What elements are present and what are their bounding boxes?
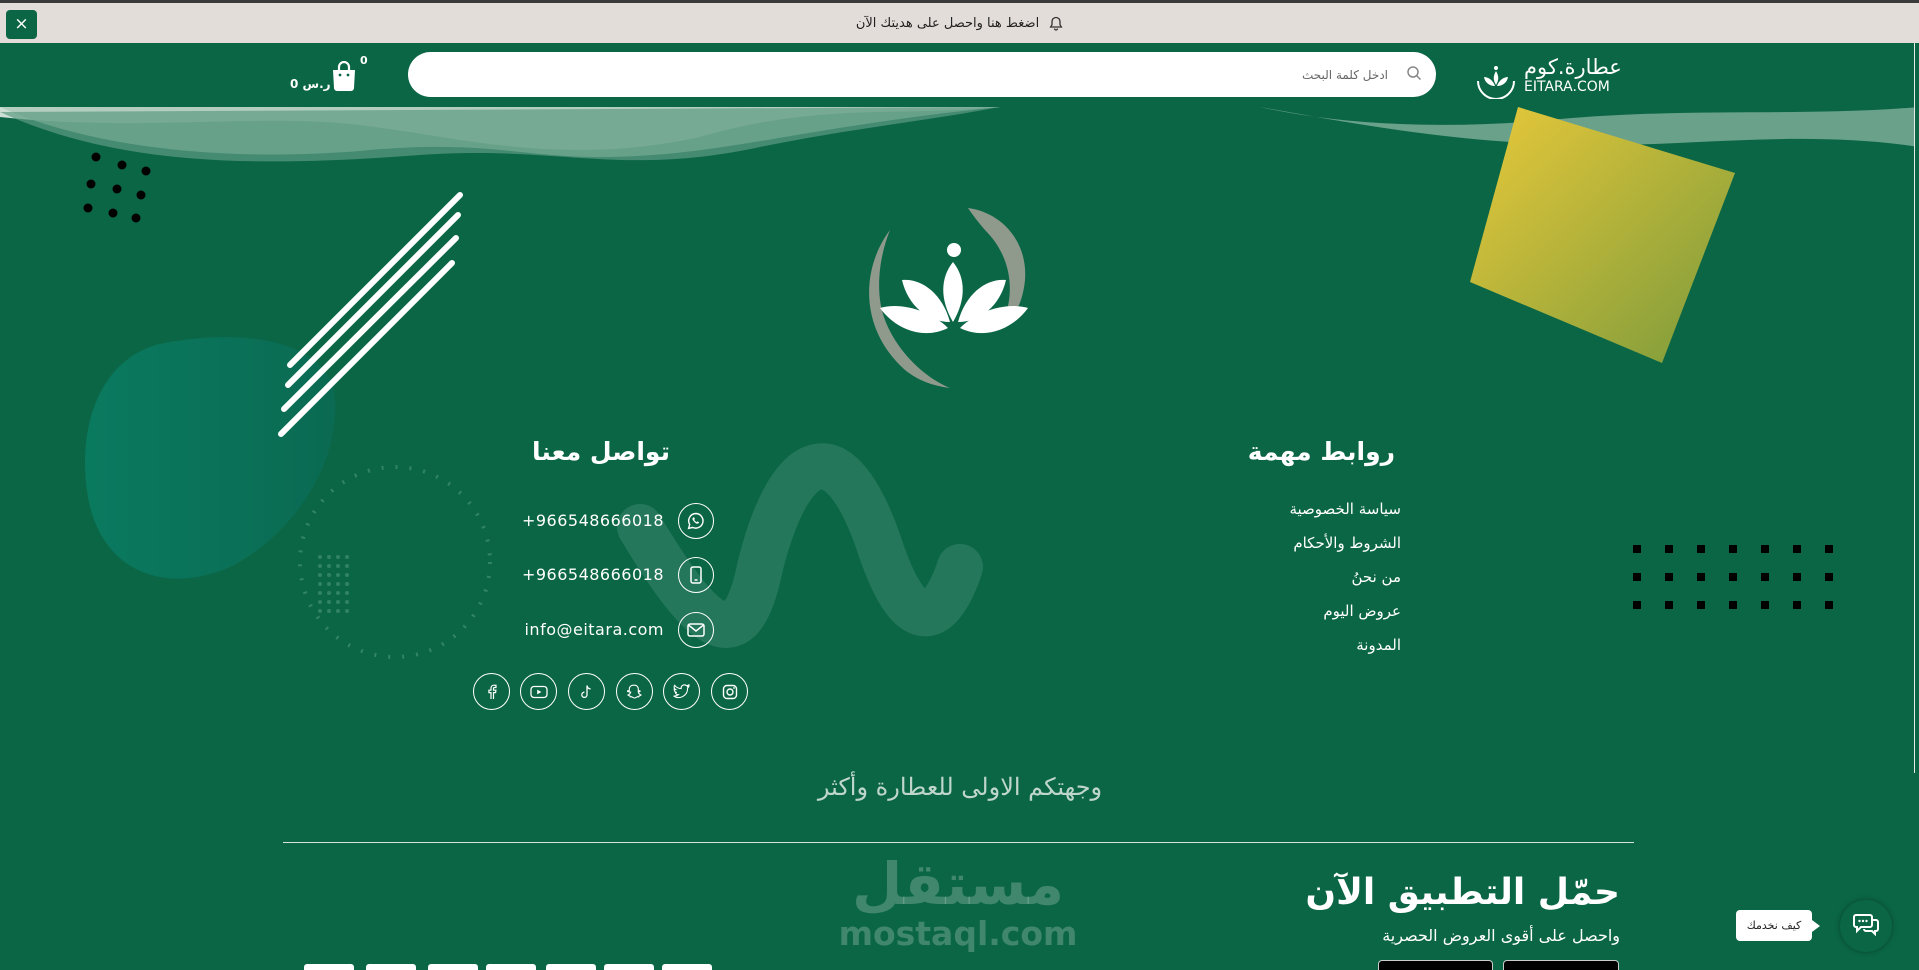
instagram-icon[interactable] bbox=[711, 673, 748, 710]
cart-button[interactable] bbox=[290, 54, 370, 101]
chat-icon bbox=[1852, 912, 1880, 940]
youtube-icon[interactable] bbox=[520, 673, 557, 710]
chat-button[interactable] bbox=[1840, 900, 1892, 952]
chat-prompt-bubble[interactable]: كيف نخدمك bbox=[1736, 910, 1812, 941]
payment-method-card bbox=[366, 964, 416, 970]
watermark-arabic: مستقل bbox=[851, 850, 1065, 918]
whatsapp-contact[interactable] bbox=[470, 503, 714, 539]
important-links-list bbox=[1170, 500, 1401, 670]
shopping-bag-icon bbox=[330, 61, 358, 95]
mail-icon bbox=[678, 612, 714, 648]
app-download-title: حمّل التطبيق الآن bbox=[1305, 872, 1620, 913]
footer-divider bbox=[283, 842, 1634, 843]
link-blog[interactable]: المدونة bbox=[1356, 636, 1401, 654]
phone-number[interactable]: +966548666018 bbox=[521, 565, 664, 584]
google-play-badge[interactable] bbox=[1378, 960, 1493, 970]
promo-text: اضغط هنا واحصل على هديتك الآن bbox=[855, 15, 1040, 31]
app-store-badge[interactable] bbox=[1503, 960, 1619, 970]
search-icon[interactable] bbox=[1406, 65, 1422, 85]
contact-title: تواصل معنا bbox=[532, 437, 670, 466]
watermark-english: mostaql.com bbox=[838, 914, 1078, 953]
page-scrollbar[interactable] bbox=[1914, 43, 1919, 773]
promo-bar bbox=[0, 0, 1919, 43]
mostaql-watermark bbox=[838, 850, 1078, 970]
facebook-icon[interactable] bbox=[473, 673, 510, 710]
payment-method-card bbox=[604, 964, 654, 970]
tiktok-icon[interactable] bbox=[568, 673, 605, 710]
cart-count-badge: 0 bbox=[360, 54, 368, 67]
snapchat-icon[interactable] bbox=[616, 673, 653, 710]
cart-total: 0 ر.س bbox=[290, 77, 331, 91]
twitter-icon[interactable] bbox=[663, 673, 700, 710]
link-about-us[interactable]: من نحنُ bbox=[1351, 568, 1401, 586]
important-links-title: روابط مهمة bbox=[1247, 437, 1395, 466]
payment-method-card bbox=[546, 964, 596, 970]
payment-method-card bbox=[428, 964, 478, 970]
payment-method-card bbox=[304, 964, 354, 970]
logo-english: EITARA.COM bbox=[1524, 79, 1610, 95]
bell-icon bbox=[1049, 16, 1063, 31]
close-promo-button[interactable]: × bbox=[6, 10, 37, 39]
app-download-subtitle: واحصل على أقوى العروض الحصرية bbox=[1382, 926, 1620, 945]
promo-link[interactable] bbox=[0, 3, 1919, 43]
search-input[interactable] bbox=[428, 52, 1388, 97]
payment-method-card bbox=[486, 964, 536, 970]
social-links bbox=[470, 673, 750, 713]
email-contact[interactable] bbox=[470, 612, 714, 648]
link-privacy-policy[interactable]: سياسة الخصوصية bbox=[1289, 500, 1401, 518]
whatsapp-icon bbox=[678, 503, 714, 539]
search-box bbox=[408, 52, 1436, 97]
site-tagline: وجهتكم الاولى للعطارة وأكثر bbox=[817, 773, 1103, 801]
link-terms[interactable]: الشروط والأحكام bbox=[1293, 534, 1401, 552]
site-header bbox=[0, 43, 1919, 107]
email-address[interactable]: info@eitara.com bbox=[524, 620, 664, 639]
payment-method-card bbox=[662, 964, 712, 970]
whatsapp-number[interactable]: +966548666018 bbox=[521, 511, 664, 530]
logo-arabic: عطارة.كوم bbox=[1524, 55, 1622, 79]
brand-emblem-icon bbox=[850, 200, 1060, 390]
link-daily-offers[interactable]: عروض اليوم bbox=[1323, 602, 1401, 620]
phone-contact[interactable] bbox=[470, 557, 714, 593]
mobile-phone-icon bbox=[678, 557, 714, 593]
